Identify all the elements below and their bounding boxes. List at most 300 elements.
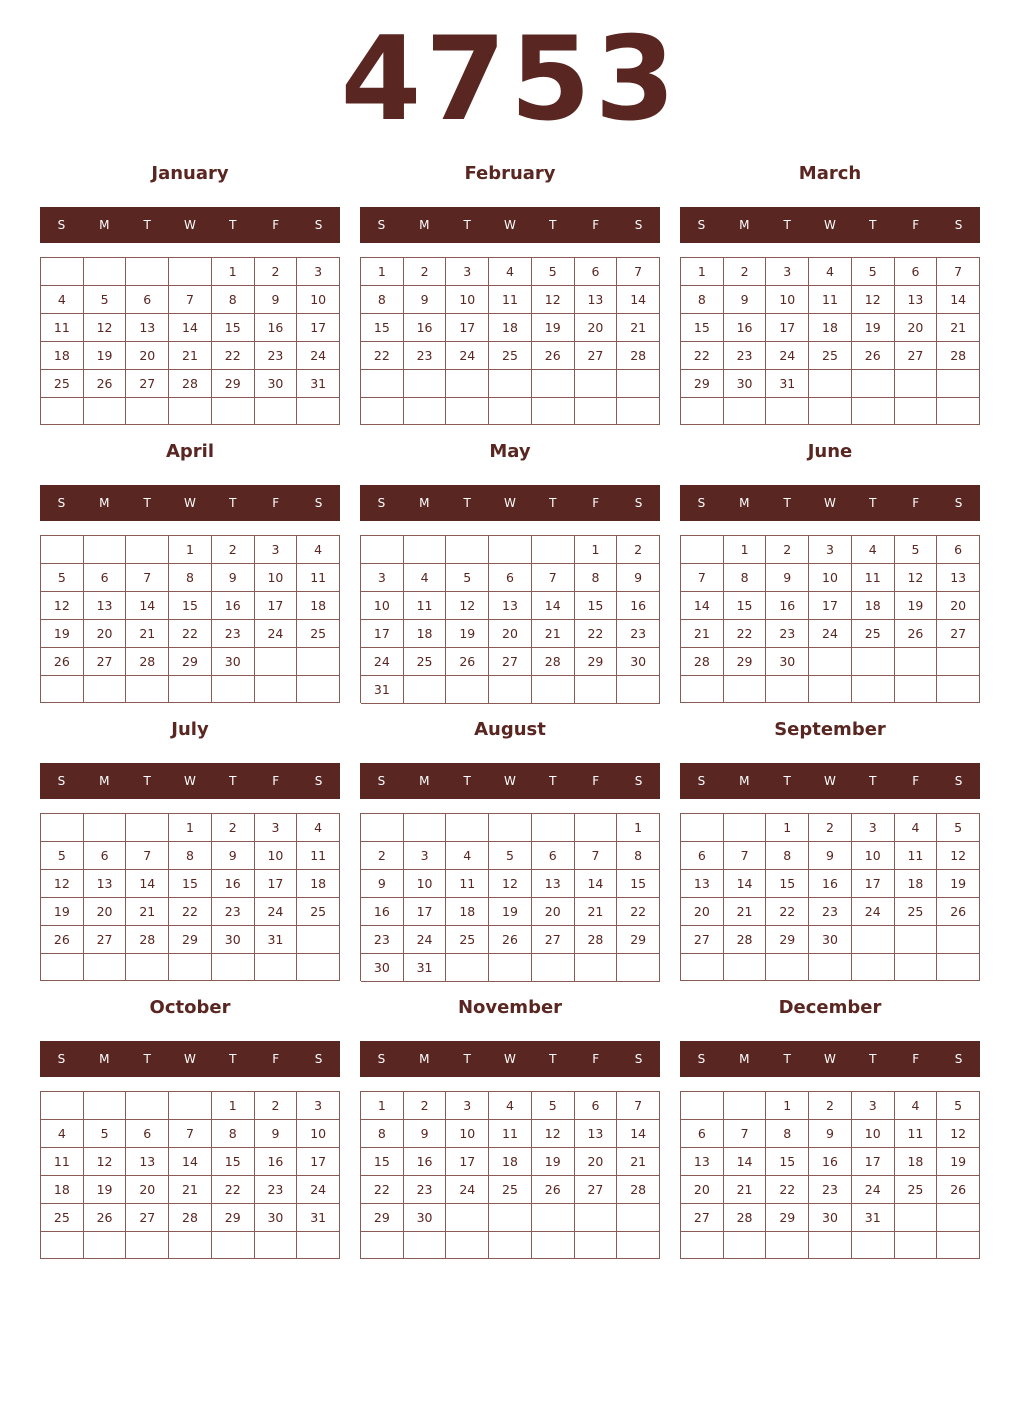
weekday-label: T (229, 1052, 237, 1066)
day-cell: 20 (575, 1148, 618, 1176)
day-cell: 24 (852, 1176, 895, 1204)
empty-day-cell (404, 370, 447, 398)
day-cell: 15 (681, 314, 724, 342)
empty-day-cell (532, 398, 575, 426)
day-cell: 6 (681, 842, 724, 870)
weekday-label: M (739, 218, 750, 232)
month-february (360, 160, 660, 426)
day-cell: 1 (766, 814, 809, 842)
empty-day-cell (809, 676, 852, 703)
day-cell: 31 (852, 1204, 895, 1232)
day-cell: 30 (766, 648, 809, 676)
day-cell: 10 (297, 1120, 340, 1148)
empty-day-cell (489, 1204, 532, 1232)
day-cell: 20 (937, 592, 980, 620)
day-cell: 6 (937, 536, 980, 564)
weekday-label: W (184, 218, 196, 232)
day-cell: 22 (169, 620, 212, 648)
weekday-label: S (377, 496, 386, 510)
day-cell: 26 (937, 898, 980, 926)
day-cell: 21 (724, 1176, 767, 1204)
day-cell: 15 (617, 870, 660, 898)
day-cell: 17 (852, 1148, 895, 1176)
empty-day-cell (852, 926, 895, 954)
weekday-label: F (912, 496, 920, 510)
empty-day-cell (212, 954, 255, 981)
empty-day-cell (255, 1232, 298, 1259)
day-cell: 12 (895, 564, 938, 592)
day-cell: 4 (404, 564, 447, 592)
day-cell: 16 (404, 314, 447, 342)
day-cell: 22 (766, 898, 809, 926)
day-cell: 14 (126, 592, 169, 620)
weekday-label: F (592, 774, 600, 788)
empty-day-cell (297, 954, 340, 981)
empty-day-cell (126, 398, 169, 425)
day-cell: 28 (617, 1176, 660, 1204)
day-cell: 19 (937, 870, 980, 898)
weekday-label: W (504, 218, 516, 232)
day-cell: 18 (41, 342, 84, 370)
month-name: September (774, 719, 886, 740)
day-cell: 20 (126, 342, 169, 370)
day-cell: 29 (766, 926, 809, 954)
empty-day-cell (937, 370, 980, 398)
day-cell: 19 (41, 898, 84, 926)
day-cell: 11 (41, 1148, 84, 1176)
day-cell: 9 (809, 1120, 852, 1148)
day-cell: 24 (297, 1176, 340, 1204)
weekday-label: S (314, 774, 323, 788)
empty-day-cell (724, 398, 767, 425)
weekday-label: F (912, 774, 920, 788)
day-cell: 13 (681, 870, 724, 898)
empty-day-cell (41, 1232, 84, 1259)
day-cell: 25 (489, 1176, 532, 1204)
day-cell: 14 (575, 870, 618, 898)
day-cell: 26 (852, 342, 895, 370)
day-grid (40, 257, 340, 425)
day-cell: 8 (724, 564, 767, 592)
day-cell: 23 (404, 342, 447, 370)
weekday-label: S (57, 774, 66, 788)
empty-day-cell (575, 370, 618, 398)
day-cell: 2 (617, 536, 660, 564)
empty-day-cell (937, 1232, 980, 1259)
day-cell: 20 (532, 898, 575, 926)
day-cell: 17 (446, 1148, 489, 1176)
empty-day-cell (297, 648, 340, 676)
day-cell: 12 (84, 1148, 127, 1176)
day-cell: 18 (895, 870, 938, 898)
day-cell: 15 (724, 592, 767, 620)
day-cell: 9 (404, 286, 447, 314)
weekday-header (680, 1041, 980, 1077)
day-cell: 2 (255, 1092, 298, 1120)
empty-day-cell (255, 398, 298, 425)
year-title: 4753 (340, 12, 680, 147)
day-cell: 27 (681, 926, 724, 954)
month-name: October (149, 997, 231, 1018)
empty-day-cell (41, 398, 84, 425)
empty-day-cell (937, 954, 980, 981)
empty-day-cell (852, 648, 895, 676)
weekday-label: F (272, 496, 280, 510)
day-cell: 18 (404, 620, 447, 648)
day-cell: 31 (297, 370, 340, 398)
day-cell: 3 (766, 258, 809, 286)
month-name: November (457, 997, 563, 1018)
day-cell: 15 (766, 870, 809, 898)
day-cell: 10 (297, 286, 340, 314)
empty-day-cell (297, 398, 340, 425)
day-cell: 22 (724, 620, 767, 648)
empty-day-cell (212, 676, 255, 703)
empty-day-cell (84, 1092, 127, 1120)
day-cell: 4 (895, 1092, 938, 1120)
day-cell: 25 (489, 342, 532, 370)
day-cell: 10 (404, 870, 447, 898)
day-cell: 18 (895, 1148, 938, 1176)
day-cell: 4 (446, 842, 489, 870)
day-cell: 23 (212, 620, 255, 648)
day-cell: 14 (617, 1120, 660, 1148)
weekday-header (360, 485, 660, 521)
day-cell: 12 (532, 286, 575, 314)
month-name: July (171, 719, 209, 740)
day-cell: 6 (575, 1092, 618, 1120)
empty-day-cell (895, 926, 938, 954)
day-cell: 15 (169, 592, 212, 620)
empty-day-cell (404, 676, 447, 704)
day-cell: 20 (126, 1176, 169, 1204)
day-cell: 29 (169, 926, 212, 954)
weekday-label: M (99, 774, 110, 788)
weekday-label: T (549, 774, 557, 788)
day-cell: 27 (681, 1204, 724, 1232)
day-cell: 30 (404, 1204, 447, 1232)
empty-day-cell (575, 676, 618, 704)
day-cell: 4 (41, 286, 84, 314)
day-cell: 17 (255, 592, 298, 620)
day-cell: 10 (852, 842, 895, 870)
day-cell: 16 (361, 898, 404, 926)
empty-day-cell (404, 536, 447, 564)
empty-day-cell (84, 814, 127, 842)
empty-day-cell (361, 814, 404, 842)
day-cell: 24 (766, 342, 809, 370)
day-cell: 3 (255, 536, 298, 564)
day-cell: 5 (895, 536, 938, 564)
empty-day-cell (852, 1232, 895, 1259)
weekday-label: S (377, 218, 386, 232)
day-cell: 22 (361, 1176, 404, 1204)
day-cell: 11 (297, 842, 340, 870)
day-cell: 12 (84, 314, 127, 342)
day-grid (360, 1091, 660, 1259)
day-cell: 27 (937, 620, 980, 648)
day-cell: 7 (532, 564, 575, 592)
day-cell: 2 (809, 1092, 852, 1120)
weekday-label: T (869, 774, 877, 788)
day-cell: 17 (852, 870, 895, 898)
day-cell: 13 (895, 286, 938, 314)
empty-day-cell (84, 1232, 127, 1259)
day-cell: 10 (255, 842, 298, 870)
day-cell: 26 (41, 648, 84, 676)
empty-day-cell (297, 926, 340, 954)
empty-day-cell (532, 370, 575, 398)
empty-day-cell (575, 1204, 618, 1232)
empty-day-cell (297, 676, 340, 703)
empty-day-cell (724, 1092, 767, 1120)
day-cell: 5 (489, 842, 532, 870)
weekday-label: W (824, 774, 836, 788)
empty-day-cell (681, 398, 724, 425)
empty-day-cell (937, 1204, 980, 1232)
day-cell: 12 (446, 592, 489, 620)
weekday-label: T (143, 774, 151, 788)
day-cell: 27 (489, 648, 532, 676)
day-cell: 16 (255, 1148, 298, 1176)
weekday-label: T (783, 774, 791, 788)
weekday-label: T (783, 496, 791, 510)
weekday-label: S (954, 774, 963, 788)
day-cell: 5 (84, 1120, 127, 1148)
weekday-label: M (739, 1052, 750, 1066)
day-cell: 1 (212, 1092, 255, 1120)
day-cell: 8 (169, 842, 212, 870)
month-january (40, 160, 340, 426)
day-cell: 7 (126, 842, 169, 870)
month-december (680, 994, 980, 1260)
weekday-label: F (912, 218, 920, 232)
day-cell: 1 (681, 258, 724, 286)
empty-day-cell (126, 676, 169, 703)
day-cell: 20 (681, 1176, 724, 1204)
day-cell: 31 (255, 926, 298, 954)
day-cell: 27 (575, 1176, 618, 1204)
day-cell: 23 (617, 620, 660, 648)
empty-day-cell (126, 1232, 169, 1259)
day-cell: 2 (724, 258, 767, 286)
day-cell: 15 (212, 1148, 255, 1176)
day-cell: 25 (852, 620, 895, 648)
day-cell: 19 (84, 342, 127, 370)
day-cell: 21 (617, 314, 660, 342)
day-cell: 14 (126, 870, 169, 898)
empty-day-cell (361, 536, 404, 564)
day-cell: 3 (361, 564, 404, 592)
day-cell: 28 (532, 648, 575, 676)
day-cell: 28 (126, 926, 169, 954)
day-cell: 3 (809, 536, 852, 564)
weekday-header (40, 763, 340, 799)
day-cell: 14 (617, 286, 660, 314)
day-cell: 23 (809, 898, 852, 926)
weekday-label: S (377, 1052, 386, 1066)
empty-day-cell (126, 814, 169, 842)
day-cell: 28 (681, 648, 724, 676)
day-cell: 7 (617, 1092, 660, 1120)
day-cell: 27 (575, 342, 618, 370)
empty-day-cell (489, 814, 532, 842)
month-april (40, 438, 340, 704)
day-cell: 1 (361, 258, 404, 286)
weekday-label: T (463, 496, 471, 510)
weekday-label: S (314, 496, 323, 510)
month-september (680, 716, 980, 982)
day-cell: 2 (766, 536, 809, 564)
weekday-label: S (57, 1052, 66, 1066)
day-cell: 11 (489, 1120, 532, 1148)
weekday-label: T (229, 774, 237, 788)
day-cell: 13 (575, 1120, 618, 1148)
day-cell: 21 (532, 620, 575, 648)
day-grid (680, 535, 980, 703)
empty-day-cell (446, 398, 489, 426)
day-cell: 20 (575, 314, 618, 342)
weekday-label: F (592, 496, 600, 510)
empty-day-cell (809, 1232, 852, 1259)
empty-day-cell (212, 398, 255, 425)
day-cell: 10 (809, 564, 852, 592)
day-cell: 6 (84, 842, 127, 870)
weekday-label: S (634, 218, 643, 232)
empty-day-cell (617, 1204, 660, 1232)
empty-day-cell (937, 398, 980, 425)
day-cell: 17 (297, 314, 340, 342)
day-cell: 21 (169, 342, 212, 370)
day-cell: 25 (809, 342, 852, 370)
day-cell: 29 (361, 1204, 404, 1232)
day-cell: 23 (766, 620, 809, 648)
empty-day-cell (446, 370, 489, 398)
weekday-label: M (419, 218, 430, 232)
empty-day-cell (126, 954, 169, 981)
day-cell: 14 (724, 1148, 767, 1176)
day-grid (360, 535, 660, 703)
day-cell: 7 (681, 564, 724, 592)
day-cell: 3 (297, 1092, 340, 1120)
day-cell: 9 (404, 1120, 447, 1148)
weekday-label: T (229, 496, 237, 510)
day-cell: 3 (852, 1092, 895, 1120)
weekday-label: T (463, 1052, 471, 1066)
empty-day-cell (446, 536, 489, 564)
day-cell: 17 (809, 592, 852, 620)
empty-day-cell (41, 676, 84, 703)
empty-day-cell (681, 1232, 724, 1259)
day-cell: 19 (41, 620, 84, 648)
day-cell: 29 (169, 648, 212, 676)
day-cell: 19 (84, 1176, 127, 1204)
day-cell: 11 (297, 564, 340, 592)
day-cell: 28 (617, 342, 660, 370)
day-cell: 10 (852, 1120, 895, 1148)
day-cell: 23 (404, 1176, 447, 1204)
day-cell: 8 (212, 1120, 255, 1148)
day-cell: 2 (212, 536, 255, 564)
day-cell: 7 (617, 258, 660, 286)
day-cell: 29 (724, 648, 767, 676)
day-cell: 16 (212, 592, 255, 620)
day-cell: 23 (212, 898, 255, 926)
day-cell: 14 (169, 1148, 212, 1176)
day-cell: 7 (724, 842, 767, 870)
day-cell: 6 (126, 286, 169, 314)
empty-day-cell (575, 398, 618, 426)
empty-day-cell (489, 398, 532, 426)
empty-day-cell (169, 258, 212, 286)
day-cell: 4 (852, 536, 895, 564)
empty-day-cell (255, 954, 298, 981)
day-cell: 8 (361, 286, 404, 314)
day-cell: 30 (724, 370, 767, 398)
day-cell: 10 (255, 564, 298, 592)
day-cell: 31 (404, 954, 447, 982)
empty-day-cell (361, 1232, 404, 1259)
day-cell: 16 (766, 592, 809, 620)
weekday-label: W (184, 1052, 196, 1066)
empty-day-cell (617, 1232, 660, 1259)
day-cell: 25 (297, 620, 340, 648)
empty-day-cell (852, 954, 895, 981)
weekday-label: T (229, 218, 237, 232)
day-cell: 25 (404, 648, 447, 676)
day-cell: 3 (446, 1092, 489, 1120)
weekday-label: M (99, 1052, 110, 1066)
empty-day-cell (41, 536, 84, 564)
empty-day-cell (809, 398, 852, 425)
weekday-label: T (143, 218, 151, 232)
day-grid (680, 257, 980, 425)
empty-day-cell (724, 676, 767, 703)
weekday-label: W (824, 496, 836, 510)
day-cell: 15 (169, 870, 212, 898)
day-cell: 19 (532, 1148, 575, 1176)
day-cell: 19 (852, 314, 895, 342)
empty-day-cell (489, 1232, 532, 1259)
day-grid (680, 813, 980, 981)
day-cell: 30 (809, 1204, 852, 1232)
day-cell: 29 (617, 926, 660, 954)
empty-day-cell (681, 676, 724, 703)
empty-day-cell (895, 370, 938, 398)
empty-day-cell (809, 954, 852, 981)
day-cell: 12 (937, 1120, 980, 1148)
day-cell: 29 (212, 1204, 255, 1232)
day-cell: 4 (895, 814, 938, 842)
day-cell: 1 (575, 536, 618, 564)
day-cell: 18 (489, 1148, 532, 1176)
day-cell: 28 (169, 1204, 212, 1232)
day-cell: 6 (895, 258, 938, 286)
empty-day-cell (575, 814, 618, 842)
weekday-label: F (272, 218, 280, 232)
day-cell: 11 (489, 286, 532, 314)
weekday-label: M (99, 218, 110, 232)
day-cell: 5 (532, 1092, 575, 1120)
day-cell: 5 (532, 258, 575, 286)
month-march (680, 160, 980, 426)
empty-day-cell (532, 536, 575, 564)
weekday-label: T (549, 1052, 557, 1066)
weekday-label: T (783, 1052, 791, 1066)
weekday-label: M (419, 1052, 430, 1066)
day-cell: 5 (446, 564, 489, 592)
day-cell: 9 (212, 842, 255, 870)
